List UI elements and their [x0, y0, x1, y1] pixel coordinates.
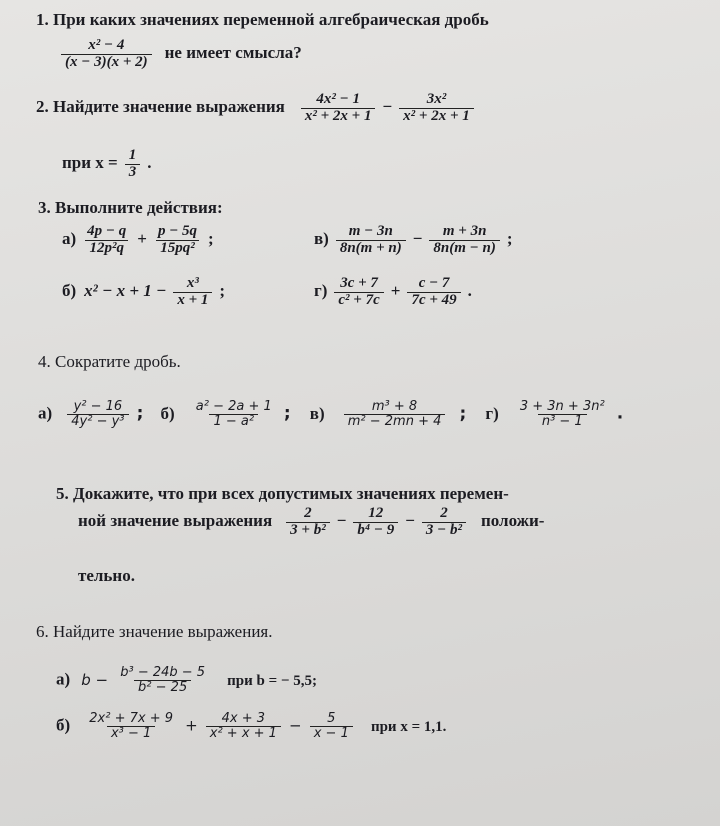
fraction-numerator: 3x² [426, 91, 447, 107]
item-label: а) [56, 669, 71, 689]
fraction-numerator: 3c + 7 [340, 275, 378, 291]
fraction-denominator: 1 − a² [209, 414, 258, 429]
task-5-fraction-3 [422, 506, 466, 539]
item-label: в) [309, 403, 325, 423]
fraction-denominator: b² − 25 [134, 680, 191, 695]
minus-sign: − [382, 96, 393, 116]
fraction-denominator: 12p²q [85, 240, 128, 257]
semicolon: ; [219, 280, 226, 300]
fraction-numerator: 2 [304, 505, 312, 521]
fraction-denominator: x² + 2x + 1 [301, 108, 376, 125]
task-3-g-fraction-2 [407, 276, 460, 309]
task-5-line-3: тельно. [78, 566, 135, 585]
fraction-denominator: 8n(m + n) [336, 240, 406, 257]
fraction-numerator: m − 3n [348, 223, 393, 239]
task-6-b [56, 712, 446, 740]
fraction-denominator: (x − 3)(x + 2) [61, 54, 152, 71]
task-5-line-2 [78, 506, 544, 539]
plus-sign: + [185, 716, 198, 735]
semicolon: ; [136, 403, 144, 424]
fraction-numerator: 12 [368, 505, 384, 521]
task-5-text: ной значение выражения [78, 510, 273, 530]
task-3-v-fraction-1 [336, 224, 406, 257]
task-4-items [38, 400, 623, 428]
item-label: б) [62, 280, 77, 300]
fraction-numerator: 1 [128, 147, 137, 163]
fraction-numerator: c − 7 [418, 275, 450, 291]
fraction-numerator: m³ + 8 [371, 399, 418, 414]
fraction-numerator: 4x² − 1 [316, 91, 360, 107]
fraction-numerator: a² − 2a + 1 [195, 399, 272, 414]
period: . [147, 152, 152, 172]
fraction-denominator: 3 [125, 164, 141, 181]
task-5-line-1: 5. Докажите, что при всех допустимых значениях перемен- [56, 484, 509, 503]
task-6-a [56, 666, 317, 694]
task-4-v-fraction [344, 400, 446, 428]
fraction-denominator: x − 1 [310, 726, 353, 741]
fraction-denominator: 3 − b² [422, 522, 466, 539]
period: . [467, 280, 472, 300]
fraction-denominator: c² + 7c [334, 292, 383, 309]
period: . [616, 403, 624, 424]
task-6-b-fraction-2 [206, 712, 281, 740]
fraction-denominator: x² + 2x + 1 [399, 108, 474, 125]
plus-sign: + [390, 280, 401, 300]
fraction-denominator: 7c + 49 [407, 292, 460, 309]
task-3-g-fraction-1 [334, 276, 383, 309]
fraction-numerator: 5 [327, 711, 336, 726]
fraction-denominator: 8n(m − n) [429, 240, 499, 257]
minus-sign: − [405, 510, 415, 530]
task-3-v [314, 224, 513, 257]
task-3-b-fraction [173, 276, 212, 309]
fraction-numerator: x² − 4 [88, 37, 125, 53]
task-3-b-expression: x² − x + 1 − [84, 280, 167, 300]
task-6-title: 6. Найдите значение выражения. [36, 622, 273, 641]
item-label: г) [485, 403, 499, 423]
semicolon: ; [459, 403, 467, 424]
task-4-g-fraction [516, 400, 609, 428]
semicolon: ; [283, 403, 291, 424]
fraction-denominator: 4y² − y³ [67, 414, 128, 429]
fraction-numerator: 4x + 3 [221, 711, 266, 726]
task-3-a-fraction-1 [83, 224, 130, 257]
task-2-x-value [125, 148, 141, 181]
item-label: б) [160, 403, 175, 423]
fraction-numerator: 2x² + 7x + 9 [89, 711, 173, 726]
minus-sign: − [289, 716, 302, 735]
task-1-text: 1. При каких значениях переменной алгебраическая дробь [36, 10, 489, 29]
semicolon: ; [208, 228, 214, 248]
task-2-fraction-1 [301, 92, 376, 125]
task-5-fraction-2 [353, 506, 398, 539]
task-3-title: 3. Выполните действия: [38, 198, 223, 217]
task-2-at: при x = [62, 152, 118, 172]
task-6-b-fraction-1 [85, 712, 177, 740]
task-3-b [62, 276, 225, 309]
fraction-numerator: x³ [186, 275, 199, 291]
fraction-numerator: 3 + 3n + 3n² [519, 399, 605, 414]
semicolon: ; [506, 228, 513, 248]
fraction-numerator: m + 3n [442, 223, 487, 239]
minus-sign: − [412, 228, 423, 248]
fraction-denominator: n³ − 1 [538, 414, 587, 429]
task-1-fraction [61, 38, 152, 71]
task-2-text: 2. Найдите значение выражения [36, 96, 285, 116]
item-label: г) [314, 280, 328, 300]
task-6-a-condition: при b = − 5,5; [227, 672, 317, 689]
task-5-fraction-1 [286, 506, 330, 539]
fraction-denominator: x + 1 [173, 292, 212, 309]
fraction-denominator: 3 + b² [286, 522, 330, 539]
task-3-a-fraction-2 [154, 224, 201, 257]
fraction-denominator: x³ − 1 [107, 726, 155, 741]
item-label: в) [314, 228, 329, 248]
fraction-numerator: p − 5q [157, 223, 198, 239]
minus-sign: − [336, 510, 347, 530]
task-6-b-condition: при x = 1,1. [370, 718, 447, 735]
fraction-denominator: m² − 2mn + 4 [344, 414, 446, 429]
item-label: б) [56, 715, 71, 735]
task-4-title: 4. Сократите дробь. [38, 352, 181, 371]
task-3-v-fraction-2 [429, 224, 499, 257]
item-label: а) [62, 228, 77, 248]
fraction-numerator: y² − 16 [73, 399, 123, 414]
task-1-tail: не имеет смысла? [164, 42, 302, 62]
item-label: а) [38, 403, 53, 423]
task-2-condition [62, 148, 151, 181]
task-2-line [36, 92, 477, 125]
plus-sign: + [137, 228, 147, 248]
fraction-denominator: b⁴ − 9 [353, 522, 398, 539]
task-5-text-end: положи- [480, 510, 545, 530]
task-1-expression [58, 38, 302, 71]
task-3-g [314, 276, 472, 309]
task-2-fraction-2 [399, 92, 474, 125]
fraction-denominator: x² + x + 1 [206, 726, 281, 741]
task-6-b-fraction-3 [310, 712, 353, 740]
fraction-denominator: 15pq² [156, 240, 199, 257]
task-6-a-fraction [116, 666, 209, 694]
task-6-a-expression: b − [81, 670, 109, 689]
task-3-a [62, 224, 214, 257]
task-4-a-fraction [67, 400, 128, 428]
fraction-numerator: b³ − 24b − 5 [120, 665, 206, 680]
task-4-b-fraction [192, 400, 276, 428]
fraction-numerator: 2 [440, 505, 448, 521]
fraction-numerator: 4p − q [87, 223, 127, 239]
